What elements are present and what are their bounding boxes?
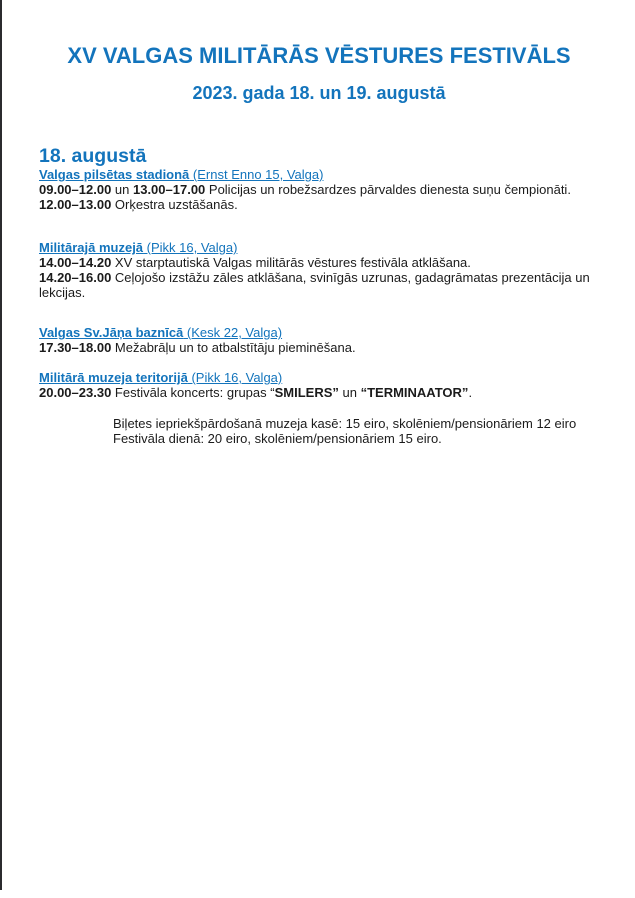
ticket-presale-line: Biļetes iepriekšpārdošanā muzeja kasē: 15 eiro, skolēniem/pensionāriem 12 eiro (113, 416, 577, 431)
event-description: Ceļojošo izstāžu zāles atklāšana, svinīgās uzrunas, gadagrāmatas prezentācija un lekcijas. (39, 270, 590, 300)
venue-link[interactable] (39, 240, 599, 255)
event-line (39, 182, 599, 197)
venue-name: Militārajā muzejā (39, 240, 144, 255)
day-heading: 18. augustā (39, 145, 147, 167)
venue-link[interactable] (39, 370, 599, 385)
band-name: SMILERS” (274, 385, 339, 400)
page-left-border (0, 0, 2, 890)
venue-address: (Pikk 16, Valga) (187, 370, 283, 385)
venue-section-stadium (39, 167, 599, 212)
event-line (39, 270, 599, 300)
venue-section-museum-grounds (39, 370, 599, 400)
event-line (39, 255, 599, 270)
band-name: “TERMINAATOR” (360, 385, 469, 400)
ticket-festival-day-line: Festivāla dienā: 20 eiro, skolēniem/pensionāriem 15 eiro. (113, 431, 442, 446)
event-description: Policijas un robežsardzes pārvaldes dienesta suņu čempionāti. (205, 182, 571, 197)
venue-name: Valgas pilsētas stadionā (39, 167, 190, 182)
venue-address: (Pikk 16, Valga) (143, 240, 238, 255)
event-line (39, 197, 599, 212)
venue-address: (Kesk 22, Valga) (183, 325, 283, 340)
document-content (0, 43, 635, 446)
document-title: XV VALGAS MILITĀRĀS VĒSTURES FESTIVĀLS (67, 43, 571, 68)
event-description: XV starptautiskā Valgas militārās vēstures festivāla atklāšana. (111, 255, 471, 270)
event-line (39, 385, 599, 400)
venue-name: Valgas Sv.Jāņa baznīcā (39, 325, 184, 340)
venue-address: (Ernst Enno 15, Valga) (189, 167, 324, 182)
event-time: 20.00–23.30 (39, 385, 112, 400)
event-line (39, 340, 599, 355)
event-time: 14.00–14.20 (39, 255, 112, 270)
venue-name: Militārā muzeja teritorijā (39, 370, 188, 385)
event-description: Mežabrāļu un to atbalstītāju pieminēšana. (111, 340, 356, 355)
venue-section-museum (39, 240, 599, 300)
event-time: 09.00–12.00 (39, 182, 112, 197)
event-description: Orķestra uzstāšanās. (111, 197, 238, 212)
document-subtitle: 2023. gada 18. un 19. augustā (192, 83, 446, 103)
event-time: 17.30–18.00 (39, 340, 112, 355)
event-time: 14.20–16.00 (39, 270, 112, 285)
event-segment: un (338, 385, 361, 400)
ticket-info (39, 416, 599, 446)
venue-link[interactable] (39, 325, 599, 340)
event-segment: . (468, 385, 473, 400)
event-description: Festivāla koncerts: grupas “ (111, 385, 275, 400)
event-time: 13.00–17.00 (132, 182, 206, 197)
venue-section-church (39, 325, 599, 355)
event-time: 12.00–13.00 (39, 197, 112, 212)
venue-link[interactable] (39, 167, 599, 182)
event-segment: un (111, 182, 133, 197)
